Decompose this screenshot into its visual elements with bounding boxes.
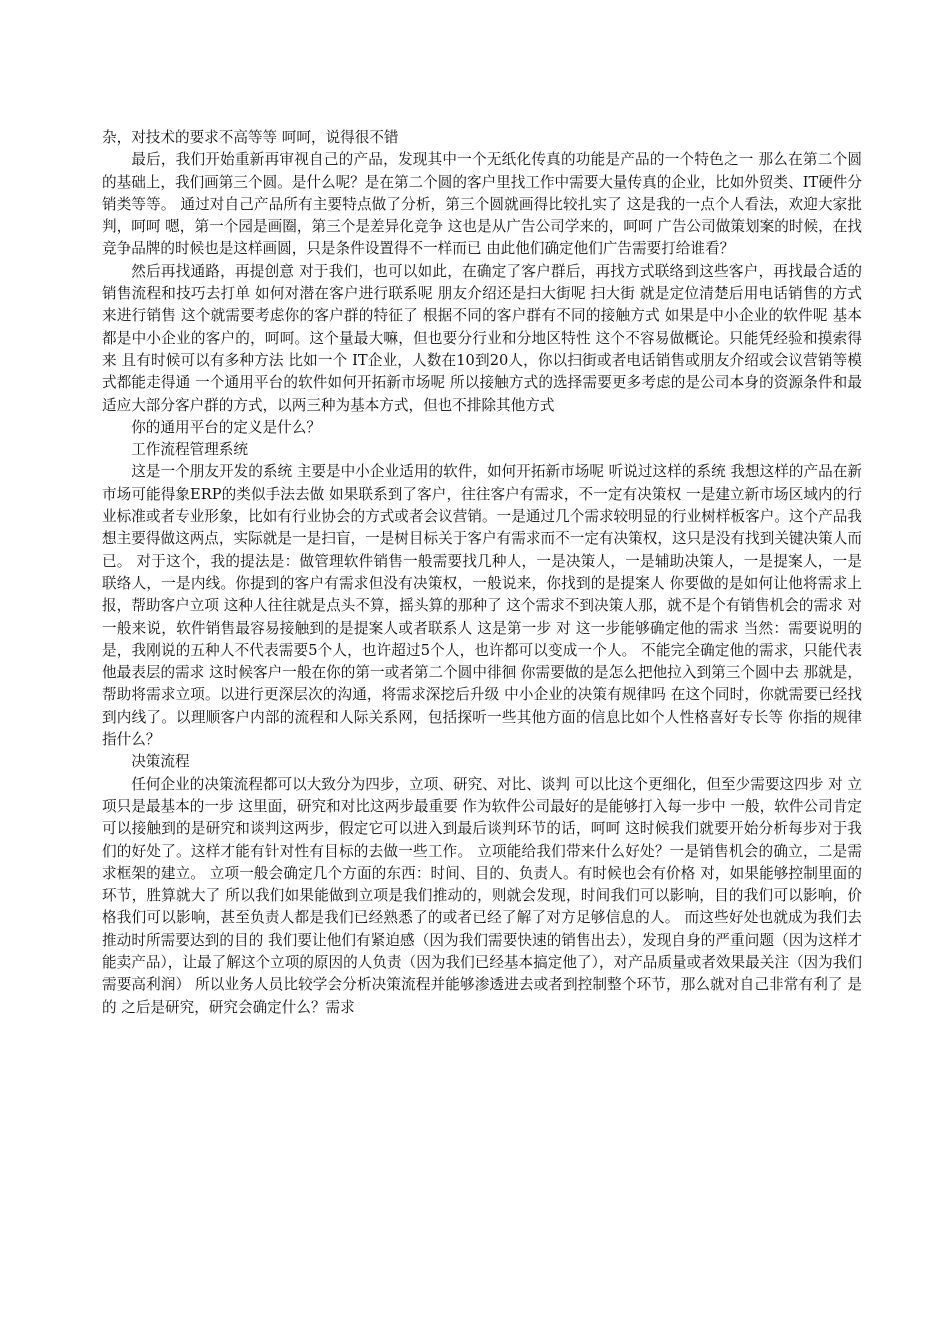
paragraph-4: 你的通用平台的定义是什么？ (131, 418, 321, 436)
section-heading-decision-process: 决策流程 (131, 753, 190, 771)
paragraph-1: 杂，对技术的要求不高等等 呵呵，说得很不错 (102, 129, 399, 146)
document-page (102, 127, 862, 1019)
paragraph-3: 然后再找通路，再提创意 对于我们，也可以如此，在确定了客户群后，再找方式联络到这些客户，再找最合适的销售流程和技巧去打单 如何对潜在客户进行联系呢 朋友介绍还是扫大街呢 扫大街 就是定位清楚后用电话销售的方式来进行销售 这个就需要考虑你的客户群的特征了 根据不同的客户群有不同的接触方式 如果是中小企业的软件呢 基本都是中小企业的客户的，呵呵。这个量最大嘛，但也要分行业和分地区特性 这个不容易做概论。只能凭经验和摸索得来 且有时候可以有多种方法 比如一个 IT企业，人数在10到20人，你以扫街或者电话销售或朋友介绍或会议营销等模式都能走得通 一个通用平台的软件如何开拓新市场呢 所以接触方式的选择需要更多考虑的是公司本身的资源条件和最适应大部分客户群的方式，以两三种为基本方式，但也不排除其他方式 (102, 262, 862, 414)
paragraph-8: 任何企业的决策流程都可以大致分为四步，立项、研究、对比、谈判 可以比这个更细化，但至少需要这四步 对 立项只是最基本的一步 这里面，研究和对比这两步最重要 作为软件公司最好的是能够打入每一步中 一般，软件公司肯定可以接触到的是研究和谈判这两步，假定它可以进入到最后谈判环节的话，呵呵 这时候我们就要开始分析每步对于我们的好处了。这样才能有针对性有目标的去做一些工作。 立项能给我们带来什么好处？一是销售机会的确立，二是需求框架的建立。 立项一般会确定几个方面的东西：时间、目的、负责人。有时候也会有价格 对，如果能够控制里面的环节，胜算就大了 所以我们如果能做到立项是我们推动的，则就会发现，时间我们可以影响，目的我们可以影响，价格我们可以影响，甚至负责人都是我们已经熟悉了的或者已经了解了对方足够信息的人。 而这些好处也就成为我们去推动时所需要达到的目的 我们要让他们有紧迫感（因为我们需要快速的销售出去），发现自身的严重问题（因为这样才能卖产品），让最了解这个立项的原因的人负责（因为我们已经基本搞定他了），对产品质量或者效果最关注（因为我们需要高利润） 所以业务人员比较学会分析决策流程并能够渗透进去或者到控制整个环节，那么就对自己非常有利了 是的 之后是研究，研究会确定什么？需求 (102, 775, 862, 1016)
section-heading-workflow: 工作流程管理系统 (131, 441, 248, 459)
paragraph-2: 最后，我们开始重新再审视自己的产品，发现其中一个无纸化传真的功能是产品的一个特色之一 那么在第二个圆的基础上，我们画第三个圆。是什么呢？是在第二个圆的客户里找工作中需要大量传真的企业，比如外贸类、IT硬件分销类等等。 通过对自己产品所有主要特点做了分析，第三个圆就画得比较扎实了 这是我的一点个人看法，欢迎大家批判，呵呵 嗯，第一个园是画圈，第三个是差异化竞争 这也是从广告公司学来的，呵呵 广告公司做策划案的时候，在找竞争品牌的时候也是这样画圆，只是条件设置得不一样而已 由此他们确定他们广告需要打给谁看？ (102, 151, 862, 258)
paragraph-6: 这是一个朋友开发的系统 主要是中小企业适用的软件，如何开拓新市场呢 听说过这样的系统 我想这样的产品在新市场可能得象ERP的类似手法去做 如果联系到了客户，往往客户有需求，不一定有决策权 一是建立新市场区域内的行业标准或者专业形象，比如有行业协会的方式或者会议营销。一是通过几个需求较明显的行业树样板客户。这个产品我想主要得做这两点，实际就是一是扫盲，一是树目标关于客户有需求而不一定有决策权，这只是没有找到关键决策人而已。 对于这个，我的提法是：做管理软件销售一般需要找几种人，一是决策人，一是辅助决策人，一是提案人，一是联络人，一是内线。你提到的客户有需求但没有决策权，一般说来，你找到的是提案人 你要做的是如何让他将需求上报，帮助客户立项 这种人往往就是点头不算，摇头算的那种了 这个需求不到决策人那，就不是个有销售机会的需求 对 一般来说，软件销售最容易接触到的是提案人或者联系人 这是第一步 对 这一步能够确定他的需求 当然：需要说明的是，我刚说的五种人不代表需要5个人，也许超过5个人，也许都可以变成一个人。 不能完全确定他的需求，只能代表他最表层的需求 这时候客户一般在你的第一或者第二个圆中徘徊 你需要做的是怎么把他拉入到第三个圆中去 那就是，帮助将需求立项。以进行更深层次的沟通，将需求深挖后升级 中小企业的决策有规律吗 在这个同时，你就需要已经找到内线了。以理顺客户内部的流程和人际关系网，包括探听一些其他方面的信息比如个人性格喜好专长等 你指的规律指什么？ (102, 463, 862, 749)
